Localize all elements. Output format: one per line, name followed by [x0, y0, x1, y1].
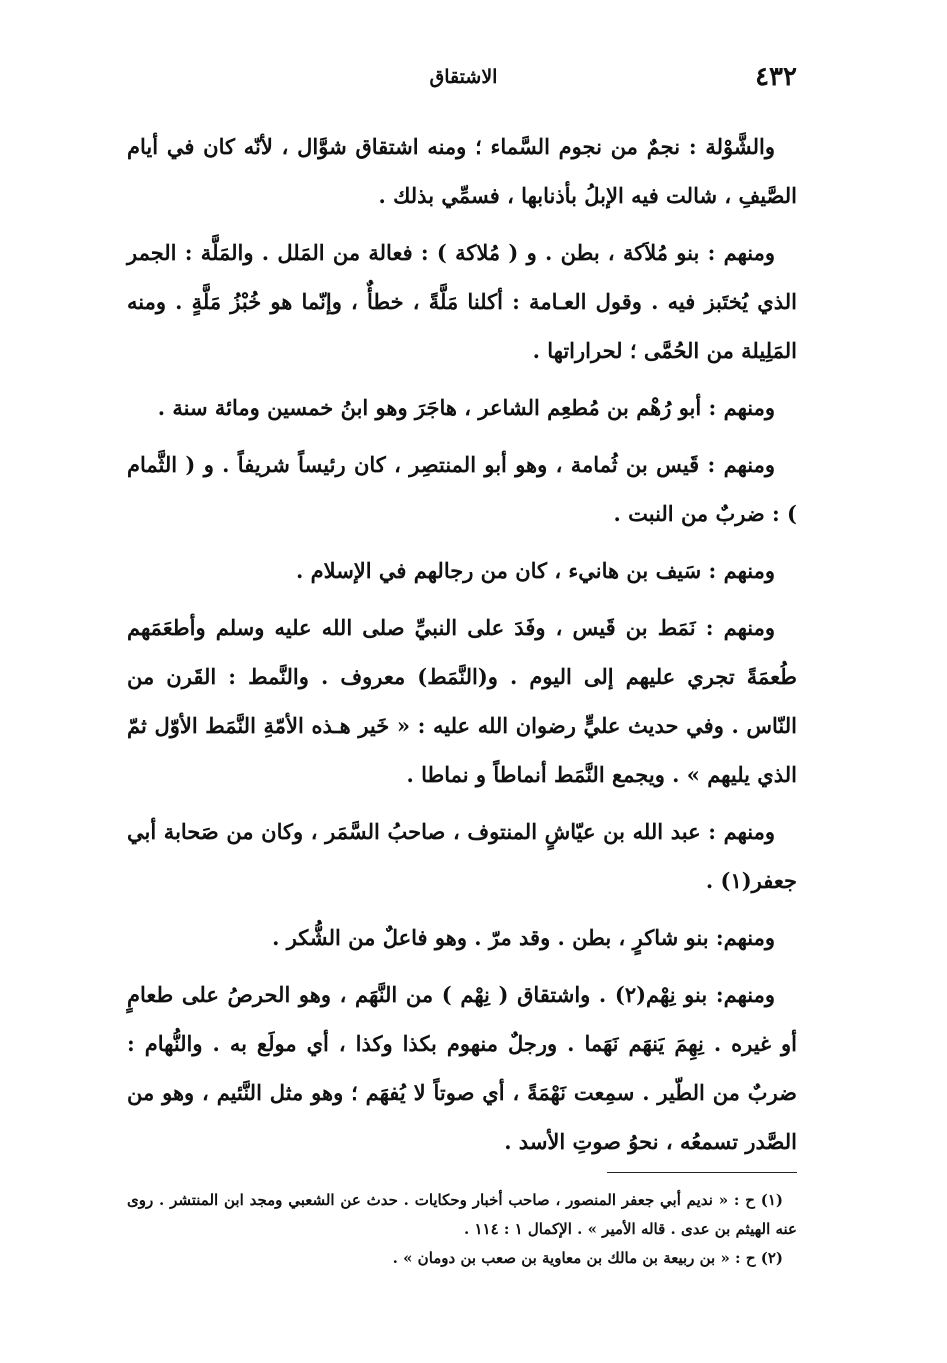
- paragraph-sayf-hani: ومنهم : سَيف بن هانيء ، كان من رجالهم في الإسلام .: [296, 558, 775, 583]
- footnote-divider: [607, 1172, 797, 1173]
- running-title: الاشتقاق: [429, 66, 498, 88]
- paragraph-qays-thumama: ومنهم : قَيس بن ثُمامة ، وهو أبو المنتصِر ، كان رئيساً شريفاً . و ( الثَّمام ) : ضربٌ من النبت .: [127, 452, 797, 526]
- footnote-2: (٢) ح : « بن ربيعة بن مالك بن معاوية بن صعب بن دومان » .: [392, 1249, 783, 1267]
- paragraph-shawla: والشَّوْلة : نجمٌ من نجوم السَّماء ؛ ومنه اشتقاق شوَّال ، لأنّه كان في أيام الصَّيفِ ، شالت فيه الإبلُ بأذنابها ، فسمِّي بذلك .: [127, 134, 797, 208]
- paragraph-abdullah-ayyash: ومنهم : عبد الله بن عيّاشٍ المنتوف ، صاحبُ السَّمَر ، وكان من صَحابة أبي جعفر(١) .: [127, 819, 797, 893]
- paragraph-banu-nihm: ومنهم: بنو نِهْم(٢) . واشتقاق ( نِهْم ) من النَّهَم ، وهو الحرصُ على طعامٍ أو غيره . نِهِمَ يَنهَم نَهَما . ورجلٌ منهوم بكذا وكذا ، أي مولَع به . والنُّهام : ضربٌ من الطّير . سمِعت نَهْمَةً ، أي صوتاً لا يُفهَم ؛ وهو مثل النَّئيم ، وهو من الصَّدر تسمعُه ، نحوُ صوتِ الأسد .: [127, 982, 797, 1154]
- main-text: [127, 122, 797, 1174]
- paragraph-namat: ومنهم : نَمَط بن قَيس ، وفَدَ على النبيِّ صلى الله عليه وسلم وأطعَمَهم طُعمَةً تجري عليهم إلى اليوم . و(النَّمَط) معروف . والنَّمط : القَرن من النّاس . وفي حديث عليٍّ رضوان الله عليه : « خَير هـذه الأمّةِ النَّمَط الأوّل ثمّ الذي يليهم » . ويجمع النَّمَط أنماطاً و نماطا .: [127, 615, 797, 787]
- page-number: ٤٣٢: [755, 62, 797, 92]
- paragraph-abu-ruhm: ومنهم : أبو رُهْم بن مُطعِم الشاعر ، هاجَرَ وهو ابنُ خمسين ومائة سنة .: [157, 395, 775, 420]
- paragraph-banu-shakir: ومنهم: بنو شاكرٍ ، بطن . وقد مرّ . وهو فاعلٌ من الشُّكر .: [272, 925, 775, 950]
- footnote-1: (١) ح : « نديم أبي جعفر المنصور ، صاحب أخبار وحكايات . حدث عن الشعبي ومجد ابن المنتشر . روى عنه الهيثم بن عدى . قاله الأمير » . الإكمال ١ : ١١٤ .: [127, 1191, 797, 1238]
- paragraph-mulaka: ومنهم : بنو مُلاَكة ، بطن . و ( مُلاكة ) : فعالة من المَلل . والمَلَّة : الجمر الذي يُختَبز فيه . وقول العـامة : أكلنا مَلَّةً ، خطأٌ ، وإنّما هو خُبْزُ مَلَّةٍ . ومنه المَلِيلة من الحُمَّى ؛ لحراراتها .: [127, 240, 797, 363]
- page-header: [130, 62, 797, 92]
- footnotes: [127, 1186, 797, 1273]
